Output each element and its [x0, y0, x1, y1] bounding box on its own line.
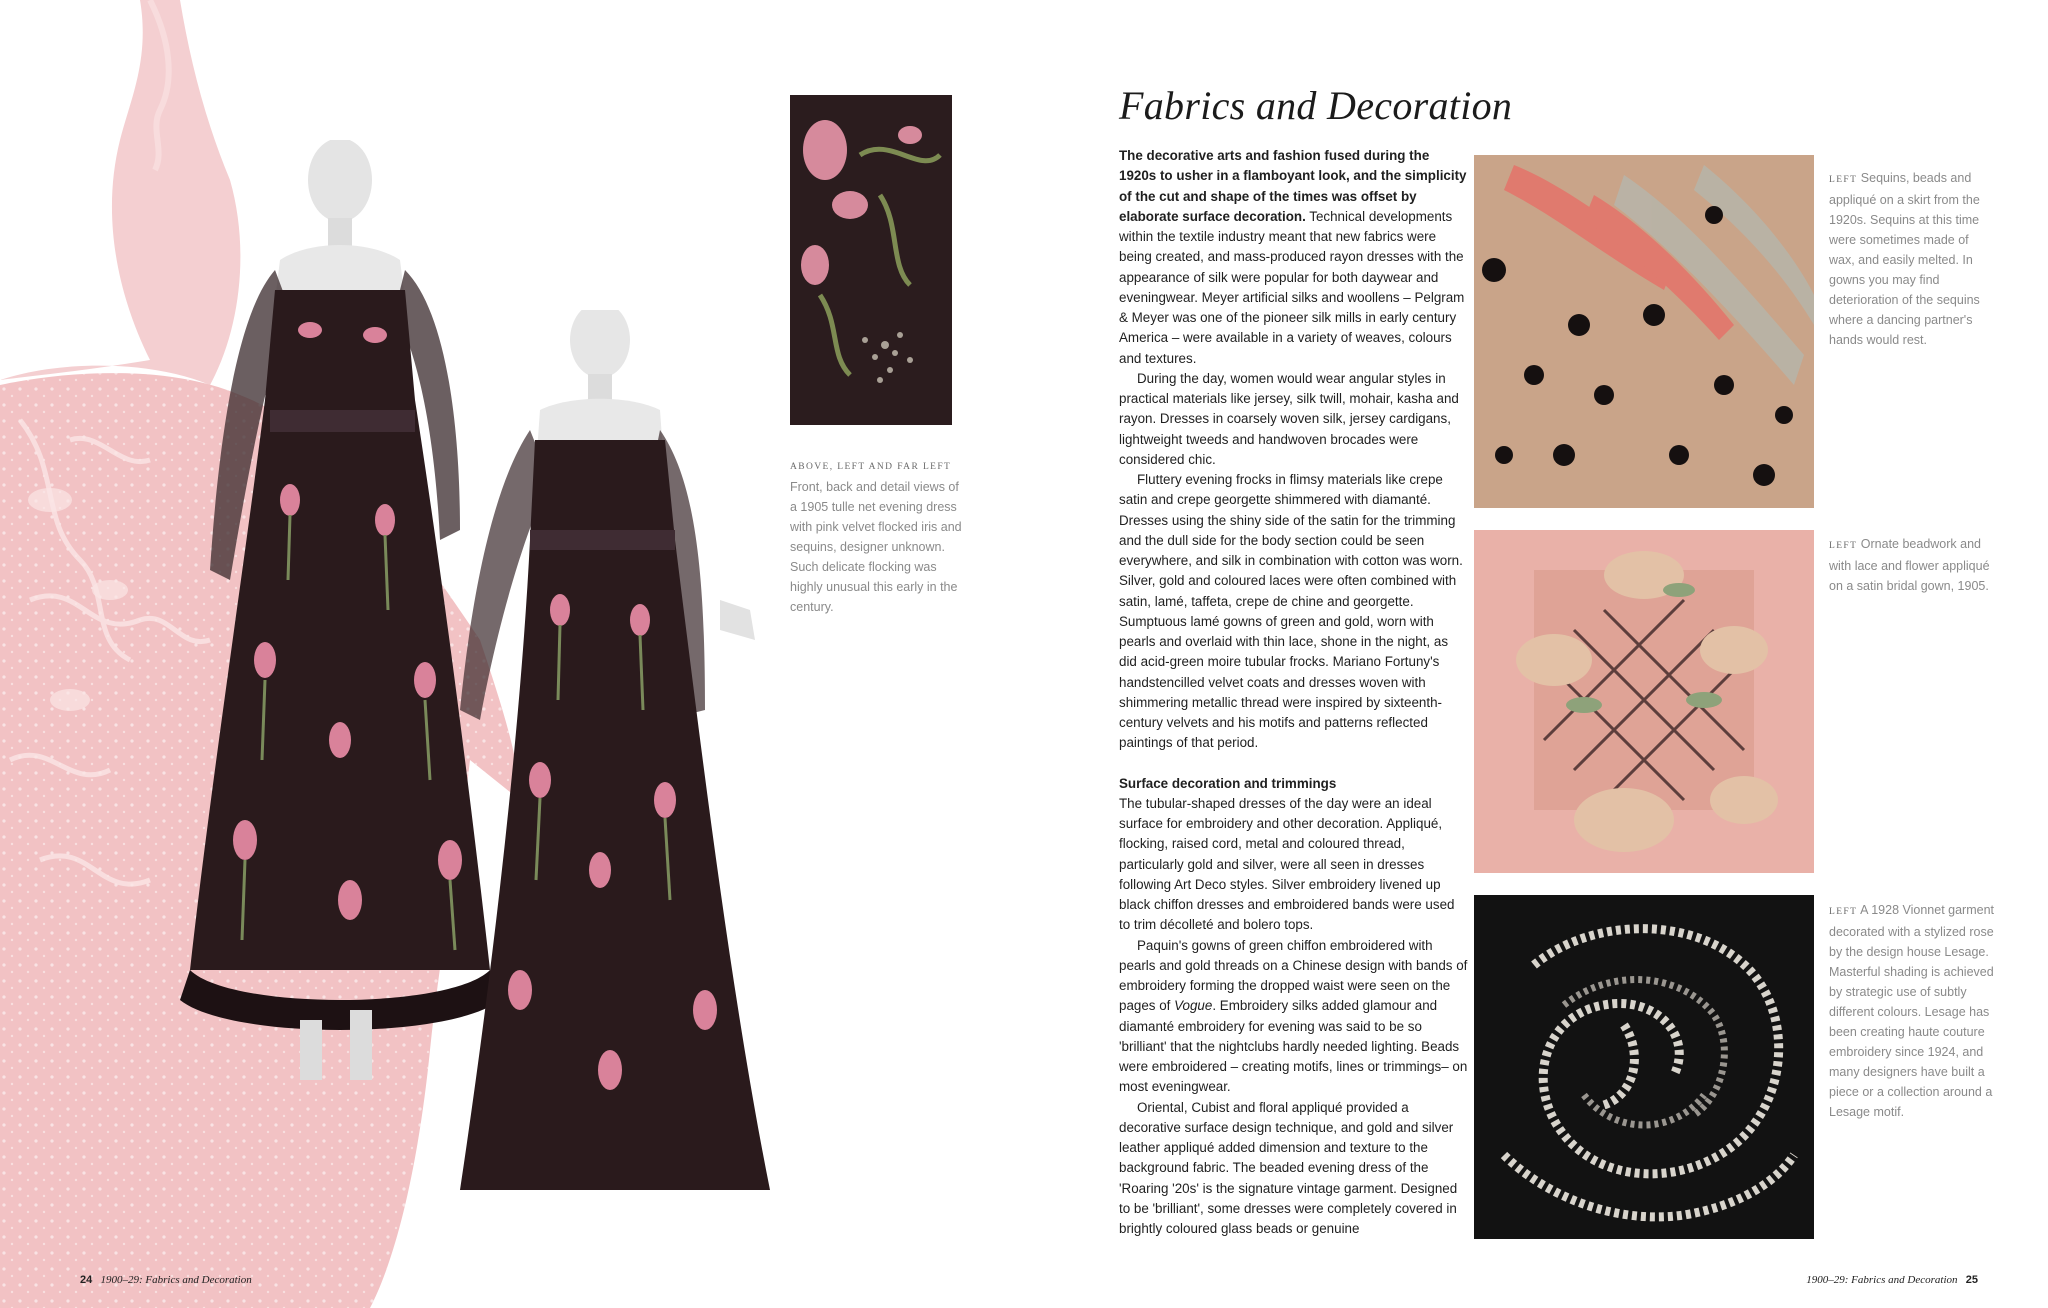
sequins-caption — [1829, 168, 1994, 350]
caption-text: Front, back and detail views of a 1905 tulle net evening dress with pink velvet flocked iris and sequins, designer unknown. Such delicate flocking was highly unusual this early in the century. — [790, 480, 962, 614]
paragraph-text: . Embroidery silks added glamour and diamanté embroidery for evening was said to be so 'brilliant' that the nightclubs hardly needed lighting. Beads were embroidered – creating motifs, lines or trimmings– on most eveningwear. — [1119, 998, 1468, 1095]
caption-text: Ornate beadwork and with lace and flower appliqué on a satin bridal gown, 1905. — [1829, 537, 1990, 593]
lead-sentence: The decorative arts and fashion fused during the 1920s to usher in a flamboyant look, and the simplicity of the cut and shape of the times was offset by elaborate surface decoration. — [1119, 148, 1467, 224]
body-paragraph: Fluttery evening frocks in flimsy materials like crepe satin and crepe georgette shimmered with diamanté. Dresses using the shiny side of the satin for the trimming and the dull side for the body section could be seen everywhere, and silk in combination with cotton was worn. Silver, gold and coloured laces were often combined with satin, lamé, taffeta, crepe de chine and georgette. Sumptuous lamé gowns of green and gold, worn with pearls and overlaid with thin lace, shone in the night, as did acid-green moire tubular frocks. Mariano Fortuny's handstencilled velvet coats and dresses woven with shimmering metallic thread were inspired by sixteenth-century velvets and his motifs and patterns reflected paintings of that period. — [1119, 472, 1463, 751]
caption-text: A 1928 Vionnet garment decorated with a stylized rose by the design house Lesage. Masterful shading is achieved by strategic use of subtly different colours. Lesage has been creating haute couture embroidery since 1924, and many designers have built a piece or a collection around a Lesage motif. — [1829, 903, 1994, 1119]
caption-kicker: LEFT — [1829, 541, 1858, 551]
vionnet-caption — [1829, 900, 1994, 1122]
caption-kicker: LEFT — [1829, 907, 1858, 917]
page-folio — [80, 1274, 252, 1286]
beadwork-caption — [1829, 534, 1994, 596]
section-subhead: Surface decoration and trimmings — [1119, 775, 1337, 791]
body-paragraph: The tubular-shaped dresses of the day were an ideal surface for embroidery and other decoration. Appliqué, flocking, raised cord, metal and coloured thread, particularly gold and silver, were all seen in dresses following Art Deco styles. Silver embroidery livened up black chiffon dresses and embroidered bands were used to trim décolleté and bolero tops. — [1119, 795, 1455, 933]
beadwork-photo — [1474, 530, 1814, 873]
page-number: 25 — [1965, 1274, 1978, 1286]
body-text-column — [1119, 146, 1469, 1239]
caption-kicker: LEFT — [1829, 175, 1858, 185]
running-head: 1900–29: Fabrics and Decoration — [100, 1274, 252, 1286]
photo-caption — [790, 455, 965, 617]
running-head: 1900–29: Fabrics and Decoration — [1806, 1274, 1958, 1286]
page-title: Fabrics and Decoration — [1119, 83, 1513, 128]
body-paragraph: Oriental, Cubist and floral appliqué provided a decorative surface design technique, and gold and silver leather appliqué added dimension and texture to the background fabric. The beaded evening dress of the 'Roaring '20s' is the signature vintage garment. Designed to be 'brilliant', some dresses were completely covered in brightly coloured glass beads or genuine — [1119, 1099, 1458, 1236]
page-folio — [1806, 1274, 1978, 1286]
dress-detail-photo — [790, 95, 952, 425]
right-page — [1024, 0, 2048, 1308]
body-paragraph — [1119, 146, 1469, 369]
dress-back-photo — [450, 310, 790, 1220]
sequins-photo — [1474, 155, 1814, 508]
magazine-title: Vogue — [1174, 998, 1213, 1014]
paragraph-text: Paquin's gowns of green chiffon embroidered with pearls and gold threads on a Chinese design with bands of embroidery forming the dropped waist were seen on the pages of — [1119, 937, 1468, 1014]
caption-text: Sequins, beads and appliqué on a skirt from the 1920s. Sequins at this time were sometimes made of wax, and easily melted. In gowns you may find deterioration of the sequins where a dancing partner's hands would rest. — [1829, 171, 1980, 347]
body-paragraph — [1119, 936, 1469, 1098]
caption-kicker: ABOVE, LEFT AND FAR LEFT — [790, 462, 952, 472]
page-number: 24 — [80, 1274, 93, 1286]
body-paragraph: During the day, women would wear angular styles in practical materials like jersey, silk twill, mohair, kasha and rayon. Dresses in coarsely woven silk, jersey cardigans, lightweight tweeds and handwoven brocades were considered chic. — [1119, 370, 1459, 467]
vionnet-rose-photo — [1474, 895, 1814, 1239]
paragraph-text: Technical developments within the textile industry meant that new fabrics were being created, and mass-produced rayon dresses with the appearance of silk were popular for both daywear and eveningwear. Meyer artificial silks and woollens – Pelgram & Meyer was one of the pioneer silk mills in early century America – were available in a variety of weaves, colours and textures. — [1119, 208, 1465, 366]
